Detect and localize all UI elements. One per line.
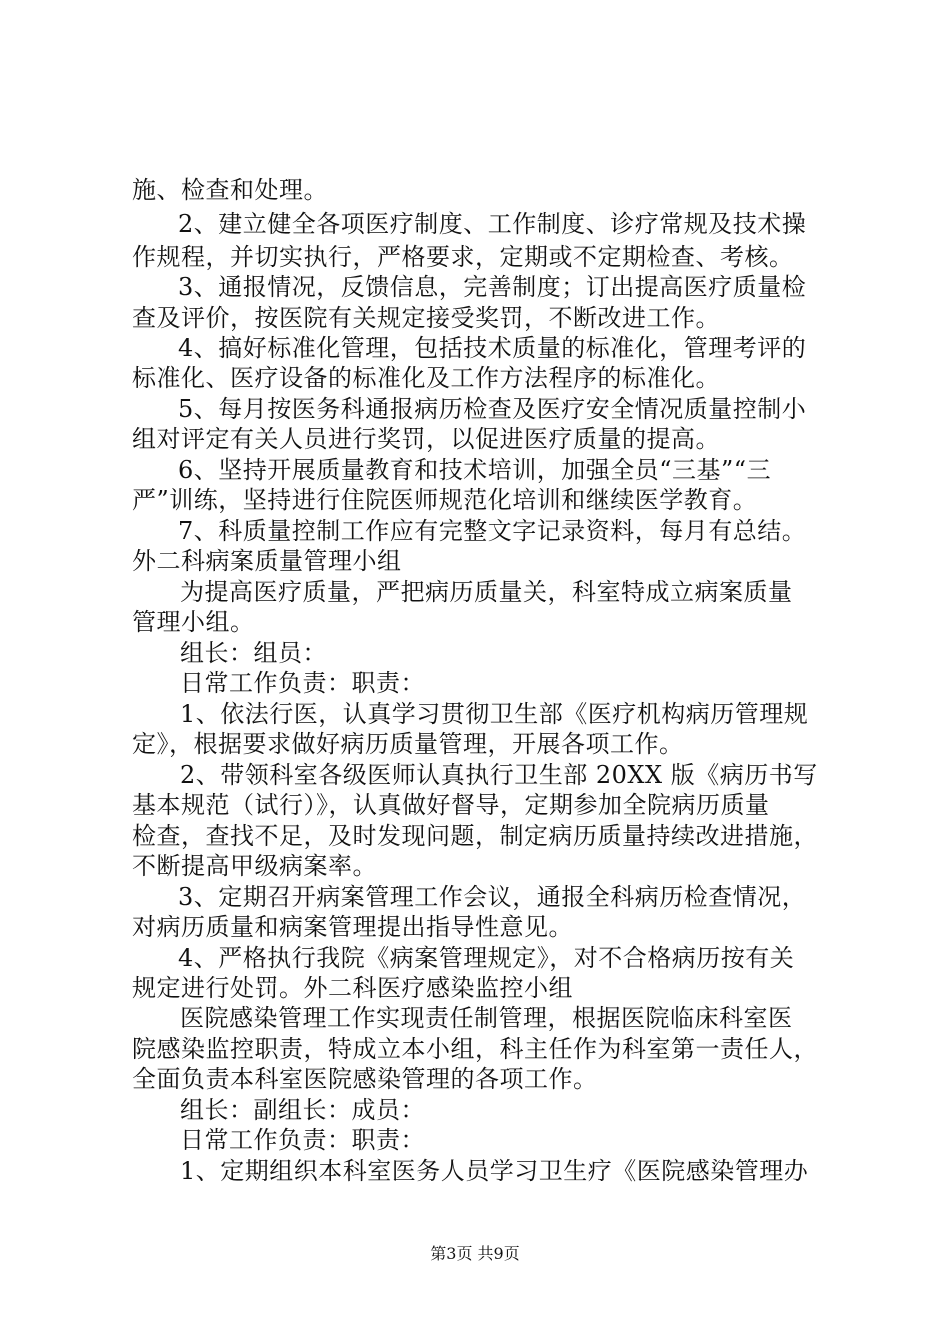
text-line: 定》，根据要求做好病历质量管理，开展各项工作。 bbox=[132, 730, 684, 758]
text-line: 3、通报情况，反馈信息，完善制度；订出提高医疗质量检 bbox=[178, 273, 807, 301]
text-line: 查及评价，按医院有关规定接受奖罚，不断改进工作。 bbox=[132, 304, 720, 332]
text-line: 组长：组员： bbox=[180, 639, 327, 667]
text-line: 4、搞好标准化管理，包括技术质量的标准化，管理考评的 bbox=[178, 334, 807, 362]
text-line: 组对评定有关人员进行奖罚，以促进医疗质量的提高。 bbox=[132, 425, 720, 453]
text-line: 3、定期召开病案管理工作会议，通报全科病历检查情况， bbox=[178, 883, 807, 911]
text-line: 6、坚持开展质量教育和技术培训，加强全员“三基”“三 bbox=[178, 456, 772, 484]
text-line: 日常工作负责：职责： bbox=[180, 1126, 425, 1154]
text-line: 标准化、医疗设备的标准化及工作方法程序的标准化。 bbox=[132, 364, 720, 392]
text-line: 为提高医疗质量，严把病历质量关，科室特成立病案质量 bbox=[180, 578, 793, 606]
text-line: 1、依法行医，认真学习贯彻卫生部《医疗机构病历管理规 bbox=[180, 700, 809, 728]
text-line: 4、严格执行我院《病案管理规定》，对不合格病历按有关 bbox=[178, 944, 795, 972]
section-heading: 外二科病案质量管理小组 bbox=[132, 547, 402, 575]
page-number-footer: 第3页 共9页 bbox=[430, 1244, 520, 1263]
text-line: 院感染监控职责，特成立本小组，科主任作为科室第一责任人， bbox=[132, 1035, 818, 1063]
text-line: 组长：副组长：成员： bbox=[180, 1096, 425, 1124]
text-line: 规定进行处罚。外二科医疗感染监控小组 bbox=[132, 974, 573, 1002]
text-line: 管理小组。 bbox=[132, 608, 255, 636]
text-line: 7、科质量控制工作应有完整文字记录资料，每月有总结。 bbox=[178, 517, 807, 545]
text-line: 对病历质量和病案管理提出指导性意见。 bbox=[132, 913, 573, 941]
text-line: 施、检查和处理。 bbox=[132, 176, 328, 204]
text-line: 基本规范（试行）》，认真做好督导，定期参加全院病历质量 bbox=[132, 791, 770, 819]
text-line: 1、定期组织本科室医务人员学习卫生疗《医院感染管理办 bbox=[180, 1157, 809, 1185]
text-line: 严”训练，坚持进行住院医师规范化培训和继续医学教育。 bbox=[132, 486, 758, 514]
text-line: 不断提高甲级病案率。 bbox=[132, 852, 377, 880]
text-line: 日常工作负责：职责： bbox=[180, 669, 425, 697]
text-line: 医院感染管理工作实现责任制管理，根据医院临床科室医 bbox=[180, 1004, 793, 1032]
text-line: 作规程，并切实执行，严格要求，定期或不定期检查、考核。 bbox=[132, 243, 794, 271]
text-line: 2、带领科室各级医师认真执行卫生部 20XX 版《病历书写 bbox=[180, 761, 818, 789]
text-line: 2、建立健全各项医疗制度、工作制度、诊疗常规及技术操 bbox=[178, 210, 807, 238]
text-line: 5、每月按医务科通报病历检查及医疗安全情况质量控制小 bbox=[178, 395, 807, 423]
text-line: 检查，查找不足，及时发现问题，制定病历质量持续改进措施， bbox=[132, 822, 818, 850]
text-line: 全面负责本科室医院感染管理的各项工作。 bbox=[132, 1065, 598, 1093]
